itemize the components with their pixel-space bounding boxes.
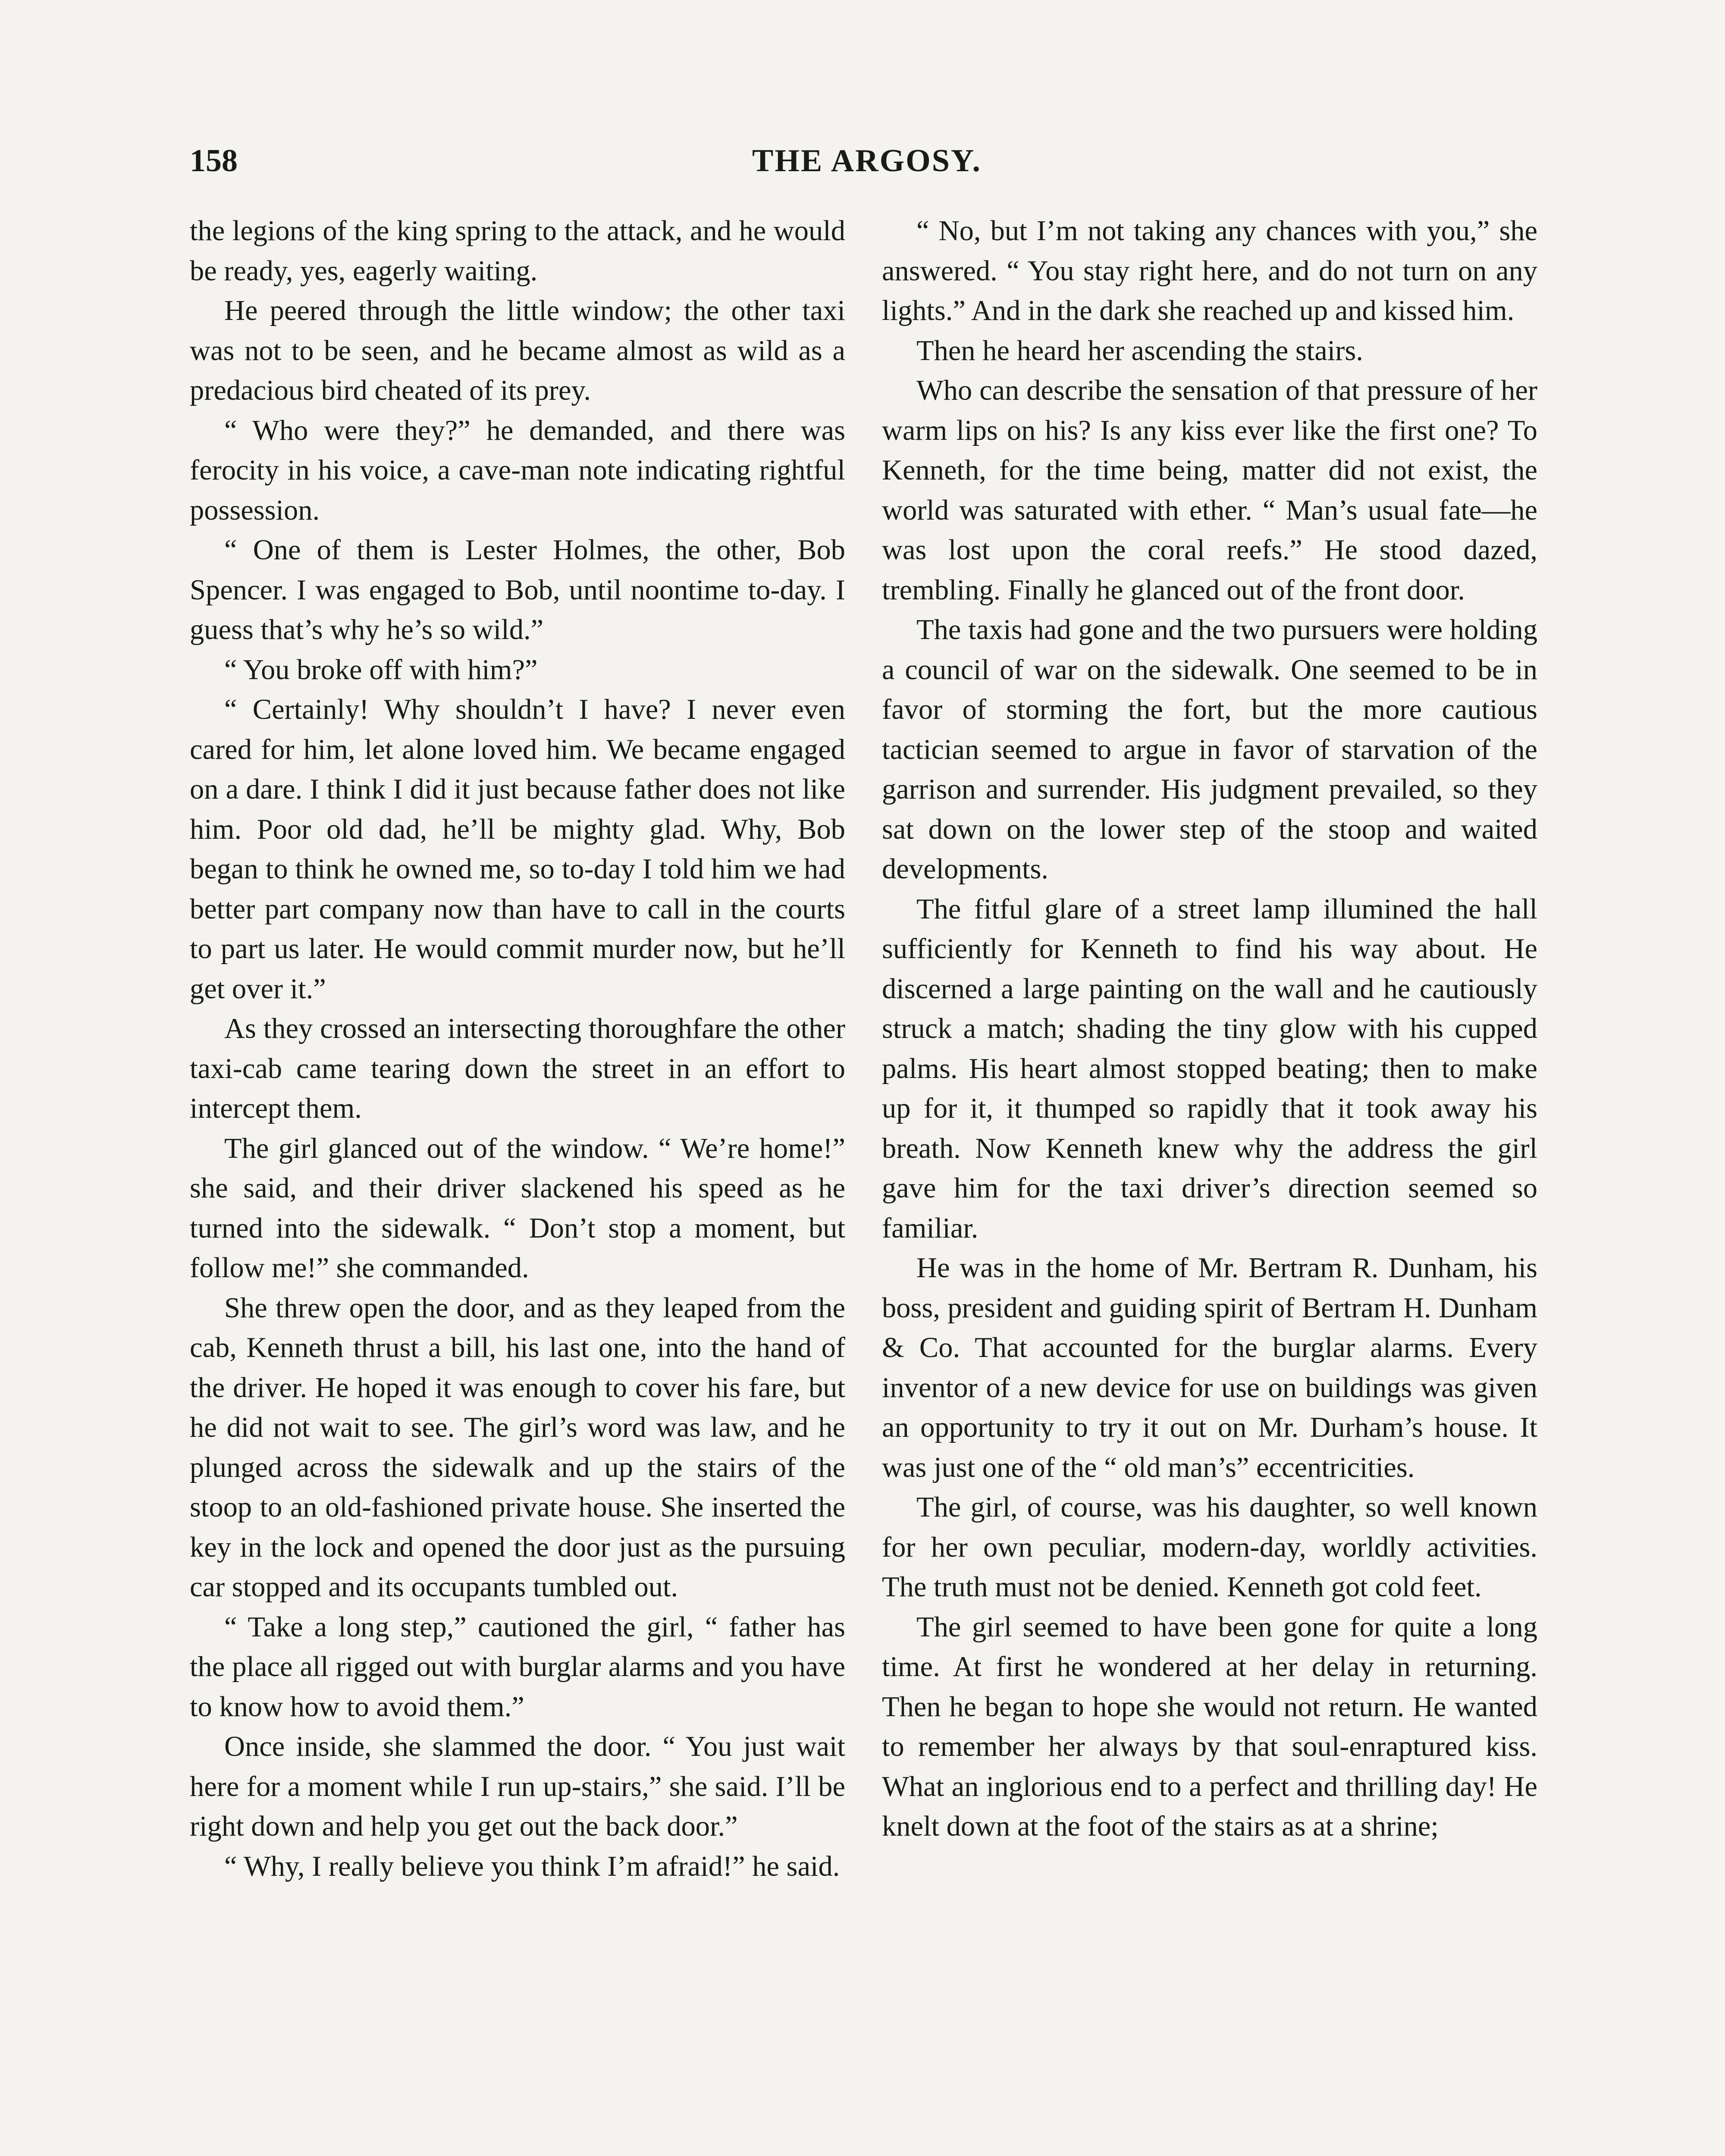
paragraph: He peered through the little window; the other taxi was not to be seen, and he became almost as wild as a predacious bird cheated of its prey. — [190, 295, 845, 406]
paragraph: The girl, of course, was his daughter, so well known for her own peculiar, modern-day, worldly activities. The truth must not be denied. Kenneth got cold feet. — [882, 1492, 1537, 1603]
paragraph: The taxis had gone and the two pursuers were holding a council of war on the sidewalk. One seemed to be in favor of storming the fort, but the more cautious tactician seemed to argue in favor of starvation of the garrison and surrender. His judgment prevailed, so they sat down on the lower step of the stoop and waited developments. — [882, 614, 1537, 885]
paragraph: “ Take a long step,” cautioned the girl, “ father has the place all rigged out with burglar alarms and you have to know how to avoid them.” — [190, 1611, 845, 1723]
paragraph: “ Who were they?” he demanded, and there was ferocity in his voice, a cave-man note indicating rightful possession. — [190, 414, 845, 526]
paragraph: Who can describe the sensation of that pressure of her warm lips on his? Is any kiss ever like the first one? To Kenneth, for the time being, matter did not exist, the world was saturated with ether. “ Man’s usual fate—he was lost upon the coral reefs.” He stood dazed, trembling. Finally he glanced out of the front door. — [882, 375, 1537, 606]
paragraph: “ Certainly! Why shouldn’t I have? I never even cared for him, let alone loved him. We became engaged on a dare. I think I did it just because father does not like him. Poor old dad, he’ll be mighty glad. Why, Bob began to think he owned me, so to-day I told him we had better part company now than have to call in the courts to part us later. He would commit murder now, but he’ll get over it.” — [190, 694, 845, 1005]
paragraph: Once inside, she slammed the door. “ You just wait here for a moment while I run up-stairs,” she said. I’ll be right down and help you get out the back door.” — [190, 1731, 845, 1842]
paragraph: the legions of the king spring to the attack, and he would be ready, yes, eagerly waiting. — [190, 215, 845, 287]
page-number: 158 — [190, 143, 238, 179]
paragraph: “ Why, I really believe you think I’m afraid!” he said. — [224, 1850, 840, 1882]
paragraph: The girl glanced out of the window. “ We’re home!” she said, and their driver slackened his speed as he turned into the sidewalk. “ Don’t stop a moment, but follow me!” she commanded. — [190, 1132, 845, 1284]
page-header — [190, 137, 1544, 185]
paragraph: “ You broke off with him?” — [224, 654, 538, 686]
paragraph: “ One of them is Lester Holmes, the other, Bob Spencer. I was engaged to Bob, until noontime to-day. I guess that’s why he’s so wild.” — [190, 534, 845, 646]
right-column — [882, 211, 1537, 1847]
paragraph: As they crossed an intersecting thoroughfare the other taxi-cab came tearing down the street in an effort to intercept them. — [190, 1013, 845, 1124]
paragraph: The fitful glare of a street lamp illumined the hall sufficiently for Kenneth to find his way about. He discerned a large painting on the wall and he cautiously struck a match; shading the tiny glow with his cupped palms. His heart almost stopped beating; then to make up for it, it thumped so rapidly that it took away his breath. Now Kenneth knew why the address the girl gave him for the taxi driver’s direction seemed so familiar. — [882, 893, 1537, 1244]
paragraph: The girl seemed to have been gone for quite a long time. At first he wondered at her delay in returning. Then he began to hope she would not return. He wanted to remember her always by that soul-enraptured kiss. What an inglorious end to a perfect and thrilling day! He knelt down at the foot of the stairs as at a shrine; — [882, 1611, 1537, 1842]
running-title: THE ARGOSY. — [752, 143, 982, 179]
paragraph: “ No, but I’m not taking any chances with you,” she answered. “ You stay right here, and do not turn on any lights.” And in the dark she reached up and kissed him. — [882, 215, 1537, 326]
paragraph: He was in the home of Mr. Bertram R. Dunham, his boss, president and guiding spirit of Bertram H. Dunham & Co. That accounted for the burglar alarms. Every inventor of a new device for use on buildings was given an opportunity to try it out on Mr. Durham’s house. It was just one of the “ old man’s” eccentricities. — [882, 1252, 1537, 1483]
paragraph: Then he heard her ascending the stairs. — [916, 335, 1363, 367]
left-column — [190, 211, 845, 1887]
paragraph: She threw open the door, and as they leaped from the cab, Kenneth thrust a bill, his last one, into the hand of the driver. He hoped it was enough to cover his fare, but he did not wait to see. The girl’s word was law, and he plunged across the sidewalk and up the stairs of the stoop to an old-fashioned private house. She inserted the key in the lock and opened the door just as the pursuing car stopped and its occupants tumbled out. — [190, 1292, 845, 1603]
